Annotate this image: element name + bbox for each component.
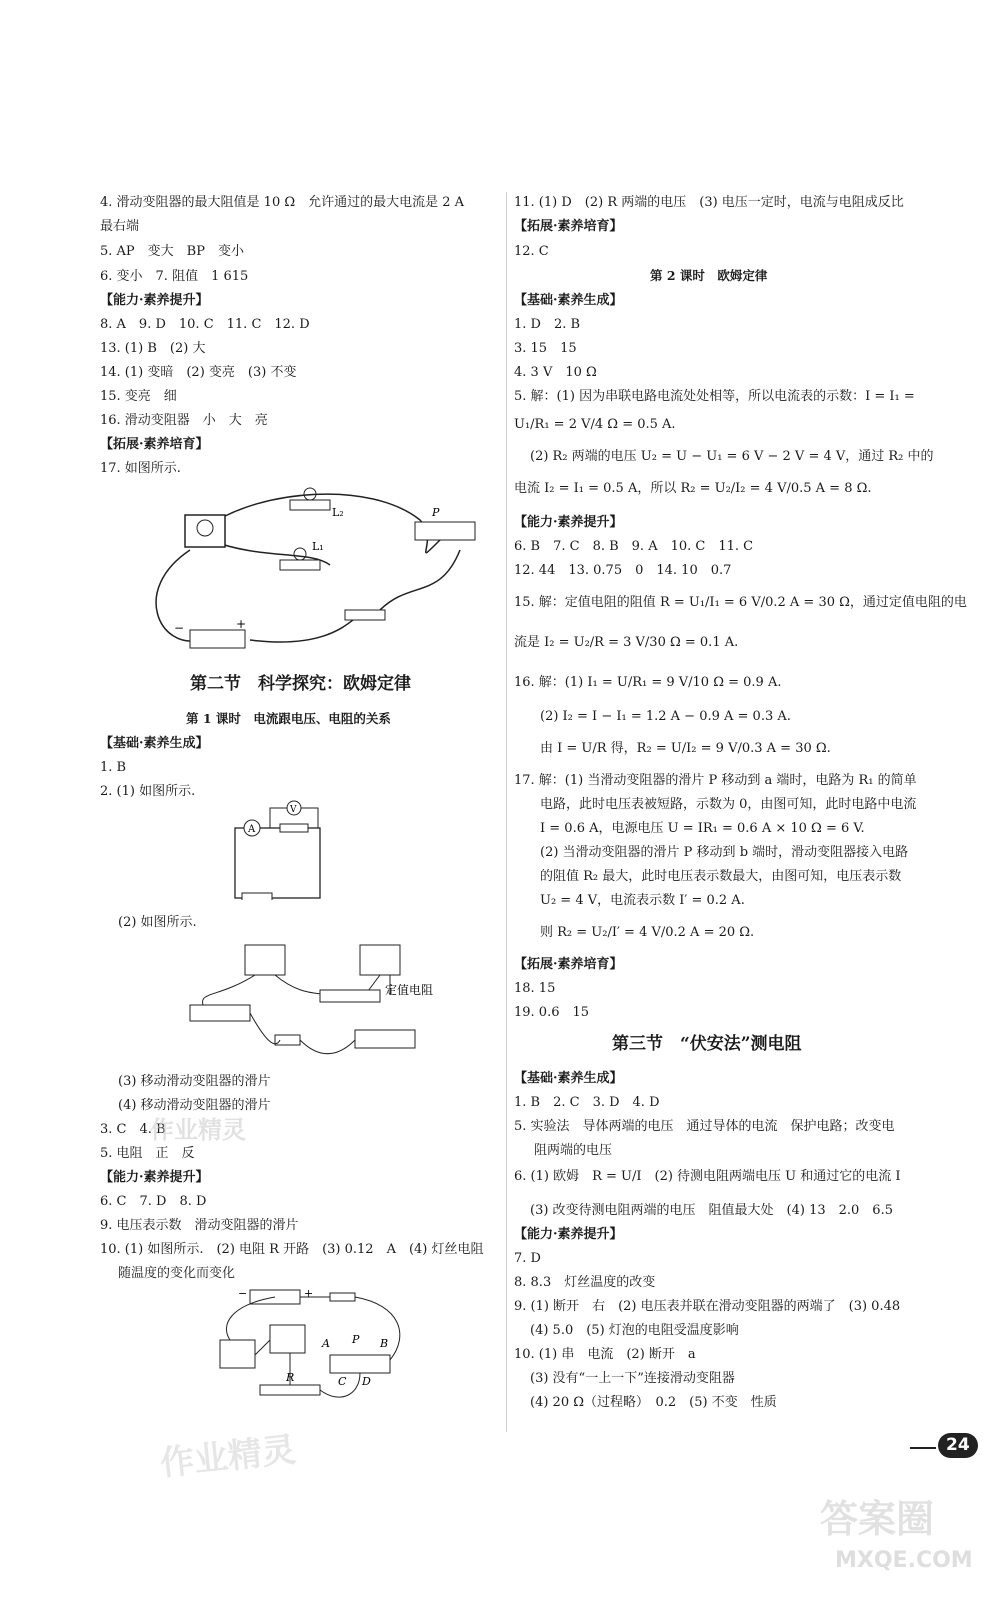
answer-line: (2) I₂ = I − I₁ = 1.2 A − 0.9 A = 0.3 A. — [540, 709, 791, 724]
answer-line: 17. 如图所示. — [100, 461, 181, 476]
resistor-icon — [280, 824, 308, 832]
answer-line: 17. 解：(1) 当滑动变阻器的滑片 P 移动到 a 端时，电路为 R₁ 的简单 — [514, 773, 917, 788]
answer-line: (4) 移动滑动变阻器的滑片 — [118, 1098, 271, 1113]
section-heading: 【拓展·素养培育】 — [100, 437, 209, 452]
answer-line: 14. (1) 变暗 (2) 变亮 (3) 不变 — [100, 365, 297, 380]
circuit-figure-17 — [110, 480, 490, 660]
answer-line: U₁/R₁ = 2 V/4 Ω = 0.5 A. — [514, 417, 676, 432]
circuit-schematic-2-1 — [230, 800, 330, 900]
meter-icon — [270, 1325, 305, 1353]
answer-line: 阻两端的电压 — [534, 1143, 613, 1158]
answer-line: 最右端 — [100, 219, 140, 234]
section-heading: 【基础·素养生成】 — [100, 736, 209, 751]
answer-line: 9. 电压表示数 滑动变阻器的滑片 — [100, 1218, 299, 1233]
section-heading: 【基础·素养生成】 — [514, 1071, 623, 1086]
answer-line: (2) 当滑动变阻器的滑片 P 移动到 b 端时，滑动变阻器接入电路 — [540, 845, 909, 860]
section-heading: 【基础·素养生成】 — [514, 293, 623, 308]
answer-line: 6. 变小 7. 阻值 1 615 — [100, 269, 249, 284]
answer-line: 10. (1) 如图所示. (2) 电阻 R 开路 (3) 0.12 A (4) 灯丝电阻 — [100, 1242, 484, 1257]
answer-line: 随温度的变化而变化 — [118, 1266, 236, 1281]
rheostat-icon — [415, 522, 475, 540]
circuit-figure-2-2 — [185, 940, 455, 1070]
label-b: B — [380, 1337, 389, 1350]
section-heading: 【拓展·素养培育】 — [514, 219, 623, 234]
answer-line: U₂ = 4 V，电流表示数 I′ = 0.2 A. — [540, 893, 745, 908]
answer-line: (3) 改变待测电阻两端的电压 阻值最大处 (4) 13 2.0 6.5 — [530, 1203, 893, 1218]
answer-line: 4. 滑动变阻器的最大阻值是 10 Ω 允许通过的最大电流是 2 A — [100, 195, 465, 210]
answer-line: 电流 I₂ = I₁ = 0.5 A，所以 R₂ = U₂/I₂ = 4 V/0.5 A = 8 Ω. — [514, 481, 872, 496]
answer-line: 6. (1) 欧姆 R = U/I (2) 待测电阻两端电压 U 和通过它的电流 I — [514, 1169, 901, 1184]
label-minus: − — [174, 621, 185, 635]
label-l2: L₂ — [332, 506, 344, 519]
answer-line: (3) 没有“一上一下”连接滑动变阻器 — [530, 1371, 735, 1386]
label-minus: − — [238, 1287, 248, 1300]
label-plus: + — [304, 1287, 314, 1300]
lesson-title: 第 2 课时 欧姆定律 — [650, 268, 768, 283]
answer-line: 5. 实验法 导体两端的电压 通过导体的电流 保护电路；改变电 — [514, 1119, 895, 1134]
rheostat-icon — [355, 1030, 415, 1048]
watermark: 答案圈 — [820, 1497, 935, 1541]
label-fixed-resistor: 定值电阻 — [385, 983, 434, 997]
answer-line: 2. (1) 如图所示. — [100, 784, 196, 799]
switch-icon — [275, 1035, 300, 1045]
answer-line: 1. B 2. C 3. D 4. D — [514, 1095, 660, 1110]
rheostat-icon — [330, 1355, 390, 1373]
label-d: D — [362, 1375, 371, 1388]
meter-icon — [245, 945, 285, 975]
answer-line: 5. 解：(1) 因为串联电路电流处处相等，所以电流表的示数：I = I₁ = — [514, 389, 915, 404]
section-heading: 【能力·素养提升】 — [514, 515, 623, 530]
label-voltmeter: V — [290, 805, 297, 815]
answer-line: 8. A 9. D 10. C 11. C 12. D — [100, 317, 310, 332]
answer-line: 的阻值 R₂ 最大，此时电压表示数最大，由图可知，电压表示数 — [540, 869, 902, 884]
answer-line: 19. 0.6 15 — [514, 1005, 590, 1020]
answer-line: 流是 I₂ = U₂/R = 3 V/30 Ω = 0.1 A. — [514, 635, 739, 650]
answer-line: (4) 5.0 (5) 灯泡的电阻受温度影响 — [530, 1323, 739, 1338]
answer-line: 1. D 2. B — [514, 317, 581, 332]
answer-line: 7. D — [514, 1251, 541, 1266]
section-heading: 【拓展·素养培育】 — [514, 957, 623, 972]
answer-line: (3) 移动滑动变阻器的滑片 — [118, 1074, 271, 1089]
label-p: P — [352, 1333, 360, 1346]
answer-line: 3. 15 15 — [514, 341, 577, 356]
answer-line: I = 0.6 A，电源电压 U = IR₁ = 0.6 A × 10 Ω = 6 V. — [540, 821, 865, 836]
answer-line: 16. 解：(1) I₁ = U/R₁ = 9 V/10 Ω = 0.9 A. — [514, 675, 782, 690]
answer-line: 则 R₂ = U₂/I′ = 4 V/0.2 A = 20 Ω. — [540, 925, 755, 940]
section-heading: 【能力·素养提升】 — [100, 293, 209, 308]
label-plus: + — [236, 617, 247, 631]
answer-line: (2) R₂ 两端的电压 U₂ = U − U₁ = 6 V − 2 V = 4 V，通过 R₂ 中的 — [530, 449, 934, 464]
label-l1: L₁ — [312, 540, 324, 553]
answer-line: (4) 20 Ω（过程略） 0.2 (5) 不变 性质 — [530, 1395, 777, 1410]
answer-line: 电路，此时电压表被短路，示数为 0，由图可知，此时电路中电流 — [540, 797, 917, 812]
column-divider — [506, 192, 507, 1432]
answer-line: 6. C 7. D 8. D — [100, 1194, 207, 1209]
answer-line: 由 I = U/R 得，R₂ = U/I₂ = 9 V/0.3 A = 30 Ω. — [540, 741, 831, 756]
answer-line: (2) 如图所示. — [118, 915, 197, 930]
answer-line: 15. 解：定值电阻的阻值 R = U₁/I₁ = 6 V/0.2 A = 30 Ω，通过定值电阻的电 — [514, 595, 967, 610]
meter-icon — [220, 1340, 255, 1368]
lesson-title: 第二节 科学探究：欧姆定律 — [190, 674, 411, 694]
answer-line: 9. (1) 断开 右 (2) 电压表并联在滑动变阻器的两端了 (3) 0.48 — [514, 1299, 901, 1314]
answer-line: 12. 44 13. 0.75 0 14. 10 0.7 — [514, 563, 732, 578]
rheostat-icon — [242, 893, 272, 900]
answer-line: 16. 滑动变阻器 小 大 亮 — [100, 413, 268, 428]
lamp-icon — [294, 548, 306, 560]
watermark: 作业精灵 — [158, 1430, 298, 1484]
lesson-title: 第 1 课时 电流跟电压、电阻的关系 — [186, 711, 391, 726]
answer-line: 12. C — [514, 244, 549, 259]
answer-line: 11. (1) D (2) R 两端的电压 (3) 电压一定时，电流与电阻成反比 — [514, 195, 904, 210]
answer-line: 13. (1) B (2) 大 — [100, 341, 206, 356]
lesson-title: 第三节 “伏安法”测电阻 — [612, 1034, 802, 1054]
battery-icon — [190, 630, 245, 648]
meter-icon — [360, 945, 400, 975]
answer-line: 1. B — [100, 760, 127, 775]
label-p: P — [432, 506, 440, 519]
answer-line: 8. 8.3 灯丝温度的改变 — [514, 1275, 656, 1290]
answer-line: 18. 15 — [514, 981, 556, 996]
section-heading: 【能力·素养提升】 — [514, 1227, 623, 1242]
page-number: 24 — [938, 1433, 978, 1458]
label-ammeter: A — [248, 824, 256, 835]
label-r: R — [286, 1371, 295, 1384]
answer-line: 3. C 4. B — [100, 1122, 166, 1137]
watermark: 作业精灵 — [150, 1116, 246, 1144]
label-a: A — [322, 1337, 330, 1350]
switch-icon — [330, 1293, 355, 1301]
battery-icon — [190, 1005, 250, 1021]
resistor-icon — [320, 990, 380, 1002]
answer-line: 5. AP 变大 BP 变小 — [100, 244, 244, 259]
answer-line: 4. 3 V 10 Ω — [514, 365, 597, 380]
switch-icon — [345, 610, 385, 620]
circuit-figure-10 — [210, 1285, 420, 1420]
page-number-line — [910, 1447, 936, 1449]
label-c: C — [338, 1375, 347, 1388]
answer-line: 6. B 7. C 8. B 9. A 10. C 11. C — [514, 539, 754, 554]
answer-line: 10. (1) 串 电流 (2) 断开 a — [514, 1347, 696, 1362]
answer-line: 5. 电阻 正 反 — [100, 1146, 195, 1161]
watermark: MXQE.COM — [835, 1548, 973, 1573]
section-heading: 【能力·素养提升】 — [100, 1170, 209, 1185]
resistor-icon — [260, 1385, 320, 1395]
answer-line: 15. 变亮 细 — [100, 389, 177, 404]
